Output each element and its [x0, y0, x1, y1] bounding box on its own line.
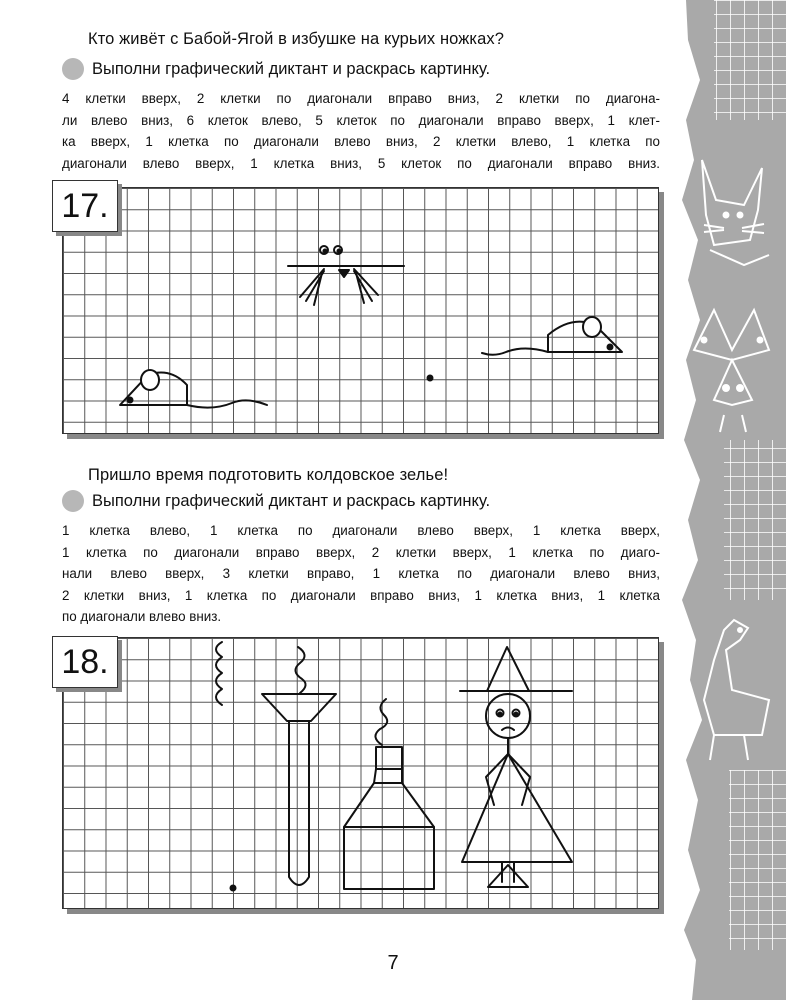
section1-title: Кто живёт с Бабой-Ягой в избушке на курьих ножках?	[88, 30, 504, 48]
bullet-icon	[62, 58, 84, 80]
section2-task	[62, 490, 490, 512]
page-number: 7	[387, 952, 399, 974]
section1-task	[62, 58, 490, 80]
exercise-number-18: 18.	[52, 636, 118, 688]
dictation-line: ли влево вниз, 6 клеток влево, 5 клеток по диагонали вправо вверх, 1 клет-	[62, 112, 660, 128]
section2-title: Пришло время подготовить колдовское зелье!	[88, 466, 449, 484]
mouse-icon	[120, 370, 267, 408]
grid-18-drawing	[62, 637, 657, 907]
grid-17-drawing	[62, 187, 657, 432]
dictation-line: 1 клетка по диагонали вправо вверх, 2 клетки вверх, 1 клетка по диаго-	[62, 544, 660, 560]
dictation-line: по диагонали влево вниз.	[62, 609, 222, 624]
test-tube-icon	[262, 647, 336, 885]
dictation-line: 4 клетки вверх, 2 клетки по диагонали вправо вниз, 2 клетки по диагона-	[62, 91, 660, 106]
section2-task-text: Выполни графический диктант и раскрась картинку.	[92, 491, 491, 510]
bottle-icon	[344, 699, 434, 889]
dictation-line: нали влево вверх, 3 клетки вправо, 1 клетка по диагонали влево вниз,	[62, 566, 660, 581]
section2-dictation	[62, 520, 660, 628]
sidebar-decoration-icon	[674, 0, 786, 1000]
mouse-icon	[482, 317, 622, 355]
bullet-icon	[62, 490, 84, 512]
dictation-line: 1 клетка влево, 1 клетка по диагонали влево вверх, 1 клетка вверх,	[62, 523, 660, 538]
section1-dictation	[62, 88, 660, 174]
cat-face-icon	[288, 246, 404, 305]
dictation-line: диагонали влево вверх, 1 клетка вниз, 5 клеток по диагонали вправо вниз.	[62, 155, 660, 171]
dictation-line: ка вверх, 1 клетка по диагонали влево вниз, 2 клетки влево, 1 клетка по	[62, 134, 660, 149]
exercise-number-17: 17.	[52, 180, 118, 232]
section1-task-text: Выполни графический диктант и раскрась картинку.	[92, 59, 491, 78]
witch-icon	[460, 647, 572, 887]
dictation-line: 2 клетки вниз, 1 клетка по диагонали вправо вниз, 1 клетка вниз, 1 клетка	[62, 587, 660, 603]
